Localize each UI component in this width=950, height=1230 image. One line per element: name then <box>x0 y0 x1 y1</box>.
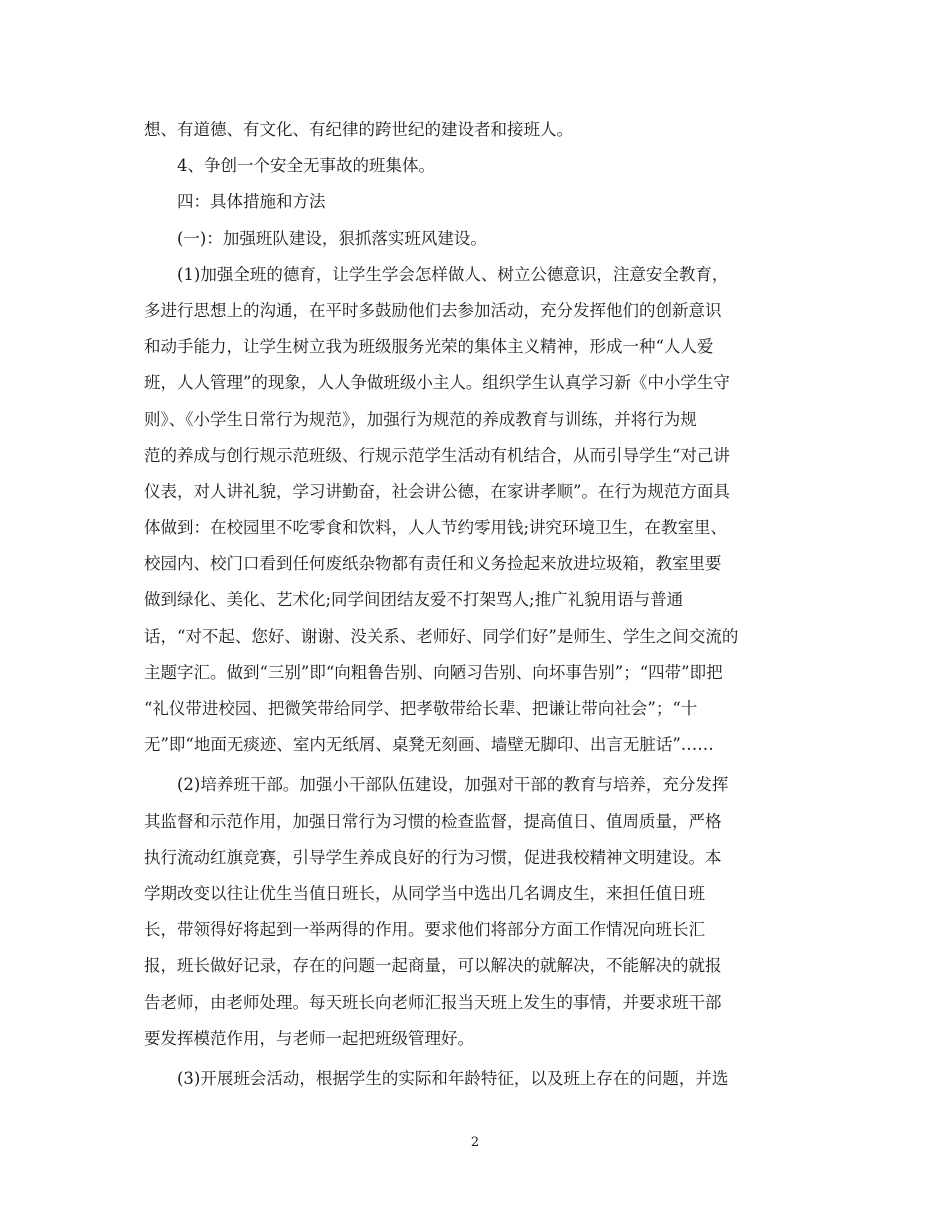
paragraph-start: (2)培养班干部。加强小干部队伍建设，加强对干部的教育与培养，充分发挥 <box>177 775 729 795</box>
subsection-heading: (一)：加强班队建设，狠抓落实班风建设。 <box>177 228 487 248</box>
text-line: 做到绿化、美化、艺术化;同学间团结友爱不打架骂人;推广礼貌用语与普通 <box>144 590 684 610</box>
text-line: 多进行思想上的沟通，在平时多鼓励他们去参加活动，充分发挥他们的创新意识 <box>144 300 722 320</box>
text-line: 要发挥模范作用，与老师一起把班级管理好。 <box>144 1028 474 1048</box>
text-line: 话，“对不起、您好、谢谢、没关系、老师好、同学们好”是师生、学生之间交流的 <box>144 626 739 646</box>
text-line: 无”即“地面无痰迹、室内无纸屑、桌凳无刻画、墙壁无脚印、出言无脏话”…… <box>144 735 714 755</box>
text-line: 主题字汇。做到“三别”即“向粗鲁告别、向陋习告别、向坏事告别”；“四带”即把 <box>144 662 723 682</box>
text-line: 范的养成与创行规示范班级、行规示范学生活动有机结合，从而引导学生“对己讲 <box>144 445 730 465</box>
text-line: 学期改变以往让优生当值日班长，从同学当中选出几名调皮生，来担任值日班 <box>144 883 705 903</box>
paragraph-start: (3)开展班会活动，根据学生的实际和年龄特征，以及班上存在的问题，并选 <box>177 1068 729 1088</box>
text-line: “礼仪带进校园、把微笑带给同学、把孝敬带给长辈、把谦让带向社会”；“十 <box>144 699 698 718</box>
text-line: 其监督和示范作用，加强日常行为习惯的检查监督，提高值日、值周质量，严格 <box>144 811 722 831</box>
page-number: 2 <box>470 1135 480 1150</box>
text-line: 执行流动红旗竞赛，引导学生养成良好的行为习惯，促进我校精神文明建设。本 <box>144 847 722 867</box>
text-line: 报，班长做好记录，存在的问题一起商量，可以解决的就解决，不能解决的就报 <box>144 956 722 976</box>
text-line: 仪表，对人讲礼貌，学习讲勤奋，社会讲公德，在家讲孝顺”。在行为规范方面具 <box>144 481 730 501</box>
text-line: 班，人人管理”的现象，人人争做班级小主人。组织学生认真学习新《中小学生守 <box>144 373 730 393</box>
text-line: 长，带领得好将起到一举两得的作用。要求他们将部分方面工作情况向班长汇 <box>144 920 705 940</box>
text-line: 体做到：在校园里不吃零食和饮料，人人节约零用钱;讲究环境卫生，在教室里、 <box>144 518 728 538</box>
text-line: 和动手能力，让学生树立我为班级服务光荣的集体主义精神，形成一种“人人爱 <box>144 337 714 357</box>
document-body <box>144 112 804 1097</box>
section-heading: 四：具体措施和方法 <box>177 192 326 212</box>
text-line: 4、争创一个安全无事故的班集体。 <box>177 156 435 176</box>
text-line: 想、有道德、有文化、有纪律的跨世纪的建设者和接班人。 <box>144 120 573 139</box>
paragraph-start: (1)加强全班的德育，让学生学会怎样做人、树立公德意识，注意安全教育， <box>177 264 729 284</box>
text-line: 告老师，由老师处理。每天班长向老师汇报当天班上发生的事情，并要求班干部 <box>144 992 722 1012</box>
text-line: 则》、《小学生日常行为规范》，加强行为规范的养成教育与训练，并将行为规 <box>144 409 697 429</box>
text-line: 校园内、校门口看到任何废纸杂物都有责任和义务捡起来放进垃圾箱，教室里要 <box>144 554 722 574</box>
